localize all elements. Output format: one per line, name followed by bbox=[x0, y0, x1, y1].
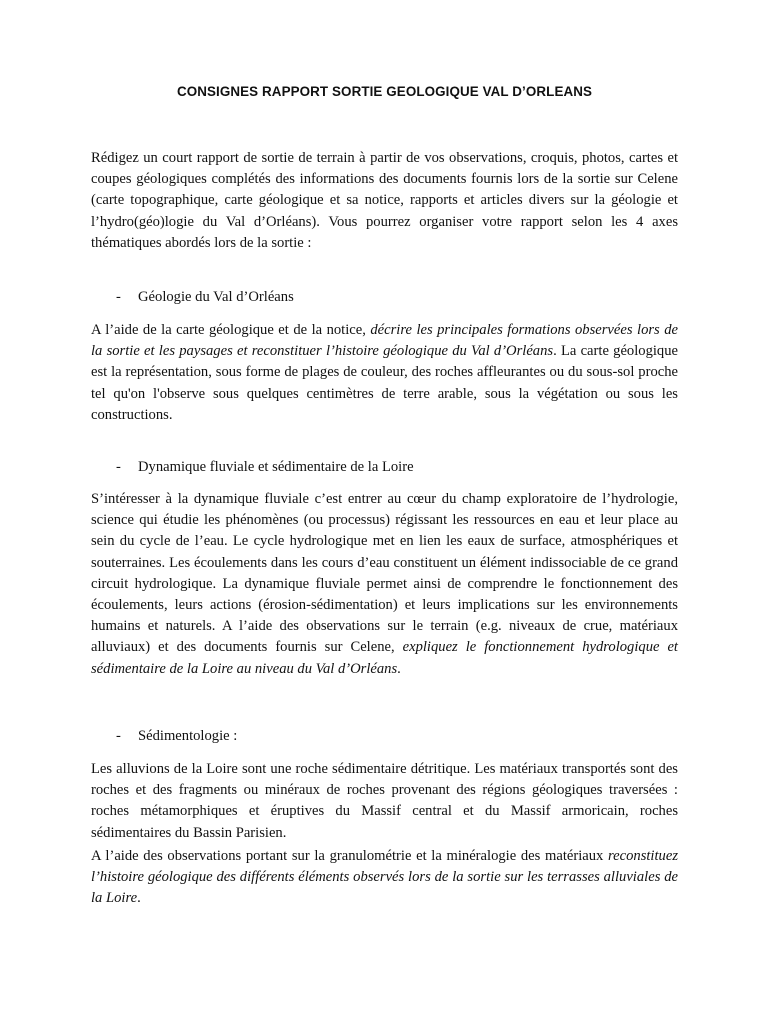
dynamique-paragraph bbox=[91, 489, 678, 680]
section-heading-dynamique bbox=[116, 457, 414, 478]
bullet-dash: - bbox=[116, 289, 121, 305]
dynamique-text-start: S’intéresser à la dynamique fluviale c’est entrer au cœur du champ exploratoire de l’hydrologie, science qui étudie les phénomènes (ou processus) régissant les ressources en eau et leur place au sein du cycle de l’eau. Le cycle hydrologique met en lien les eaux de surface, atmosphériques et souterraines. Les écoulements dans les cours d’eau constituent un élément indissociable de ce grand circuit hydrologique. La dynamique fluviale permet ainsi de comprendre le fonctionnement des écoulements, leurs actions (érosion-sédimentation) et leurs implications sur les environnements humains et naturels. A l’aide des observations sur le terrain (e.g. niveaux de crue, matériaux alluviaux) et des documents fournis sur Celene, bbox=[91, 491, 678, 656]
dynamique-text-end: . bbox=[397, 660, 401, 677]
bullet-dash: - bbox=[116, 459, 121, 475]
geologie-instruction: décrire les principales formations observées lors de la sortie et les paysages et reconstituer l’histoire géologique du Val d’Orléans bbox=[91, 322, 678, 360]
geologie-text-start: A l’aide de la carte géologique et de la notice, bbox=[91, 322, 371, 338]
section-heading-label: Géologie du Val d’Orléans bbox=[138, 289, 294, 305]
bullet-dash: - bbox=[116, 728, 121, 744]
geologie-text-end: . La carte géologique est la représentation, sous forme de plages de couleur, des roches affleurantes ou du sous-sol proche tel qu'on l'observe sous quelques centimètres de terre arable, sous la végétation ou sous les constructions. bbox=[91, 343, 678, 423]
sedimentologie-instruction-paragraph bbox=[91, 846, 678, 910]
sedimentologie-paragraph: Les alluvions de la Loire sont une roche sédimentaire détritique. Les matériaux transportés sont des roches et des fragments ou minéraux de roches provenant des régions géologiques traversées : roches métamorphiques et éruptives du Massif central et du Massif armoricain, roches sédimentaires du Bassin Parisien. bbox=[91, 761, 678, 841]
sedimentologie-text-end: . bbox=[137, 890, 141, 907]
sedimentologie-text-start: A l’aide des observations portant sur la granulométrie et la minéralogie des matériaux bbox=[91, 848, 609, 864]
dynamique-instruction: expliquez le fonctionnement hydrologique et sédimentaire de la Loire au niveau du Val d’Orléans bbox=[91, 639, 678, 677]
section-heading-sedimentologie bbox=[116, 726, 237, 747]
document-title: CONSIGNES RAPPORT SORTIE GEOLOGIQUE VAL D’ORLEANS bbox=[176, 84, 593, 99]
sedimentologie-instruction: reconstituez l’histoire géologique des différents éléments observés lors de la sortie sur les terrasses alluviales de la Loire bbox=[91, 848, 678, 907]
intro-paragraph: Rédigez un court rapport de sortie de terrain à partir de vos observations, croquis, photos, cartes et coupes géologiques complétés des informations des documents fournis lors de la sortie sur Celene (carte topographique, carte géologique et sa notice, rapports et articles divers sur la géologie et l’hydro(géo)logie du Val d’Orléans). Vous pourrez organiser votre rapport selon les 4 axes thématiques abordés lors de la sortie : bbox=[91, 150, 678, 251]
section-heading-label: Sédimentologie : bbox=[138, 728, 238, 744]
section-heading-label: Dynamique fluviale et sédimentaire de la Loire bbox=[138, 459, 414, 475]
section-heading-geologie bbox=[116, 287, 294, 308]
geologie-paragraph bbox=[91, 320, 678, 426]
